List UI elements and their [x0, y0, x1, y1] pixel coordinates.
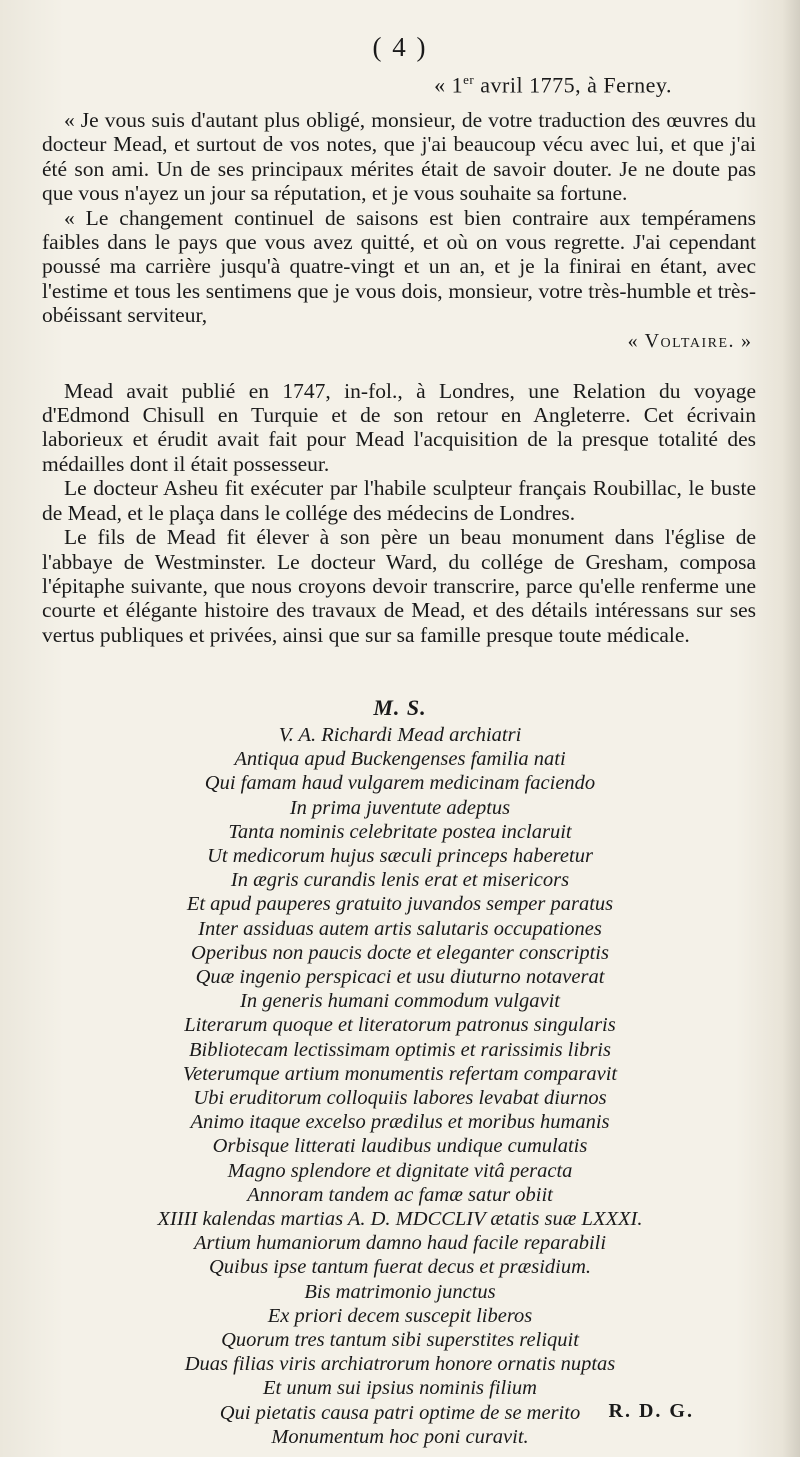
epitaph-line: Inter assiduas autem artis salutaris occupationes: [198, 917, 602, 940]
letter-date-prefix: « 1: [434, 72, 464, 98]
signature-close-quote: »: [735, 329, 752, 352]
epitaph-line: Quæ ingenio perspicaci et usu diuturno notaverat: [195, 966, 605, 989]
epitaph-line: Antiqua apud Buckengenses familia nati: [234, 748, 566, 771]
epitaph-line: Ut medicorum hujus sæculi princeps haberetur: [207, 845, 593, 868]
epitaph-line: Annoram tandem ac famæ satur obiit: [247, 1183, 553, 1206]
letter-paragraph: « Je vous suis d'autant plus obligé, monsieur, de votre traduction des œuvres du docteur Mead, et surtout de vos notes, que j'ai beaucoup vécu avec lui, et que j'ai été son ami. Un de ses principaux mérites était de savoir douter. Je ne doute pas que vous n'ayez un jour sa réputation, et je vous souhaite sa fortune.: [42, 108, 756, 206]
epitaph-line: Qui famam haud vulgarem medicinam faciendo: [204, 772, 596, 795]
epitaph-line: Magno splendore et dignitate vitâ peracta: [227, 1159, 573, 1182]
letter-date: [434, 72, 672, 98]
page-body: [42, 108, 756, 647]
epitaph-line: Quibus ipse tantum fuerat decus et præsidium.: [208, 1256, 592, 1279]
signature-name: Voltaire.: [644, 329, 735, 352]
epitaph-line: Bis matrimonio junctus: [304, 1280, 496, 1303]
letter-signature: [42, 330, 756, 353]
section-gap: [42, 353, 756, 379]
epitaph-heading: M. S.: [373, 695, 427, 720]
epitaph-line: Quorum tres tantum sibi superstites reliquit: [221, 1329, 579, 1352]
epitaph: [0, 695, 800, 1449]
letter-paragraph: « Le changement continuel de saisons est bien contraire aux tempéramens faibles dans le pays que vous avez quitté, et où on vous regrette. J'ai cependant poussé ma carrière jusqu'à quatre-vingt et un an, et je la finirai en étant, avec l'estime et tous les sentimens que je vous dois, monsieur, votre très-humble et très-obéissant serviteur,: [42, 205, 756, 328]
epitaph-line: Veterumque artium monumentis refertam comparavit: [182, 1062, 618, 1085]
epitaph-line: Literarum quoque et literatorum patronus singularis: [184, 1014, 616, 1037]
author-initials: R. D. G.: [608, 1400, 694, 1422]
epitaph-line: V. A. Richardi Mead archiatri: [278, 724, 522, 746]
epitaph-line: Tanta nominis celebritate postea inclaruit: [228, 820, 572, 843]
epitaph-line: Duas filias viris archiatrorum honore ornatis nuptas: [184, 1353, 616, 1376]
epitaph-line: Animo itaque excelso prædilus et moribus humanis: [190, 1111, 610, 1134]
epitaph-line: Bibliotecam lectissimam optimis et rarissimis libris: [189, 1038, 611, 1061]
commentary-paragraph: Le fils de Mead fit élever à son père un beau monument dans l'église de l'abbaye de Westminster. Le docteur Ward, du collége de Gresham, composa l'épitaphe suivante, que nous croyons devoir transcrire, parce qu'elle renferme une courte et élégante histoire des travaux de Mead, et des détails intéressans sur ses vertus publiques et privées, ainsi que sur sa famille presque toute médicale.: [42, 525, 756, 647]
epitaph-line: Orbisque litterati laudibus undique cumulatis: [212, 1135, 588, 1158]
epitaph-line: Et unum sui ipsius nominis filium: [263, 1377, 537, 1400]
signature-open-quote: «: [627, 329, 645, 352]
epitaph-line: Monumentum hoc poni curavit.: [271, 1425, 529, 1448]
epitaph-line: Artium humaniorum damno haud facile reparabili: [193, 1232, 607, 1255]
commentary-paragraph: Mead avait publié en 1747, in-fol., à Londres, une Relation du voyage d'Edmond Chisull en Turquie et de son retour en Angleterre. Cet écrivain laborieux et érudit avait fait pour Mead l'acquisition de la presque totalité des médailles dont il était possesseur.: [42, 378, 756, 476]
epitaph-line: Ex priori decem suscepit liberos: [267, 1304, 533, 1327]
epitaph-line: Ubi eruditorum colloquiis labores levabat diurnos: [193, 1087, 607, 1110]
epitaph-line: Operibus non paucis docte et eleganter conscriptis: [191, 941, 609, 964]
page-number: ( 4 ): [372, 32, 428, 62]
epitaph-line: Qui pietatis causa patri optime de se merito: [219, 1401, 581, 1424]
epitaph-line: In prima juventute adeptus: [289, 796, 511, 819]
commentary-paragraph: Le docteur Asheu fit exécuter par l'habile sculpteur français Roubillac, le buste de Mead, et le plaça dans le collége des médecins de Londres.: [42, 476, 756, 525]
epitaph-line: In generis humani commodum vulgavit: [240, 990, 560, 1013]
epitaph-line: XIIII kalendas martias A. D. MDCCLIV ætatis suæ LXXXI.: [157, 1208, 643, 1231]
epitaph-line: In ægris curandis lenis erat et misericors: [230, 869, 570, 892]
epitaph-line: Et apud pauperes gratuito juvandos semper paratus: [186, 893, 614, 916]
letter-date-suffix: avril 1775, à Ferney.: [474, 72, 672, 98]
letter-date-superscript: er: [463, 72, 475, 87]
